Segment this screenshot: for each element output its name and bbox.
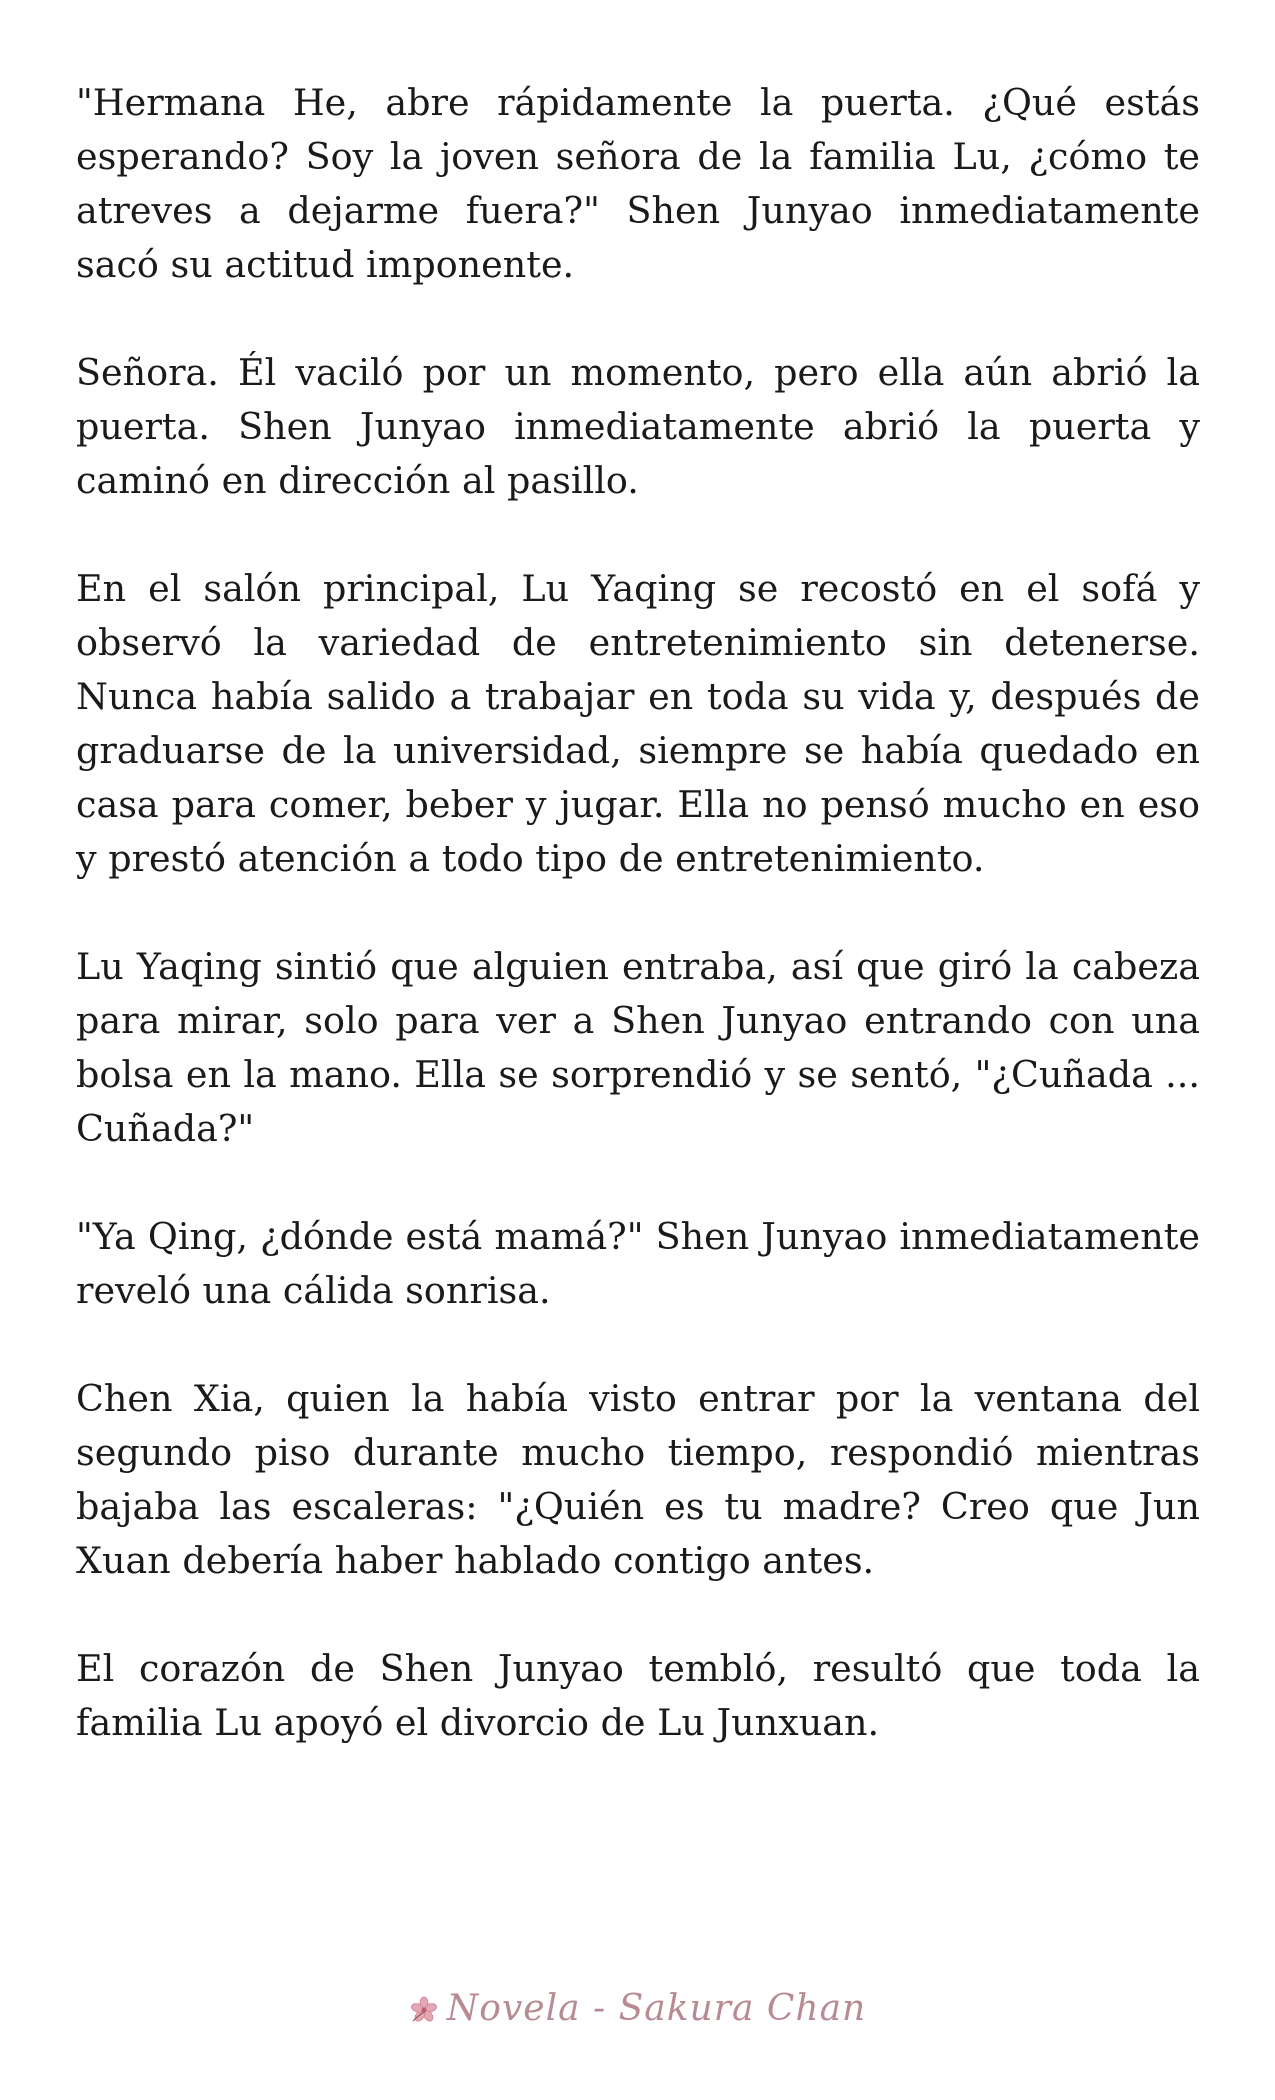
story-text [76,76,1200,1804]
paragraph-4: Lu Yaqing sintió que alguien entraba, así que giró la cabeza para mirar, solo para ver a Shen Junyao entrando con una bolsa en la mano. Ella se sorprendió y se sentó, "¿Cuñada ... Cuñada?" [76,945,1200,1150]
paragraph-6: Chen Xia, quien la había visto entrar por la ventana del segundo piso durante mucho tiempo, respondió mientras bajaba las escaleras: "¿Quién es tu madre? Creo que Jun Xuan debería haber hablado contigo antes. [76,1377,1200,1582]
paragraph-1: "Hermana He, abre rápidamente la puerta. ¿Qué estás esperando? Soy la joven señora de la familia Lu, ¿cómo te atreves a dejarme fuera?" Shen Junyao inmediatamente sacó su actitud imponente. [76,81,1200,286]
paragraph-5: "Ya Qing, ¿dónde está mamá?" Shen Junyao inmediatamente reveló una cálida sonrisa. [76,1215,1200,1312]
sakura-flower-icon [409,1993,439,2023]
paragraph-3: En el salón principal, Lu Yaqing se recostó en el sofá y observó la variedad de entretenimiento sin detenerse. Nunca había salido a trabajar en toda su vida y, después de graduarse de la universidad, siempre se había quedado en casa para comer, beber y jugar. Ella no pensó mucho en eso y prestó atención a todo tipo de entretenimiento. [76,567,1200,880]
footer-text: Novela - Sakura Chan [446,1988,867,2029]
footer-watermark [0,1988,1275,2029]
paragraph-2: Señora. Él vaciló por un momento, pero ella aún abrió la puerta. Shen Junyao inmediatamente abrió la puerta y caminó en dirección al pasillo. [76,351,1200,502]
paragraph-7: El corazón de Shen Junyao tembló, resultó que toda la familia Lu apoyó el divorcio de Lu Junxuan. [76,1647,1200,1744]
